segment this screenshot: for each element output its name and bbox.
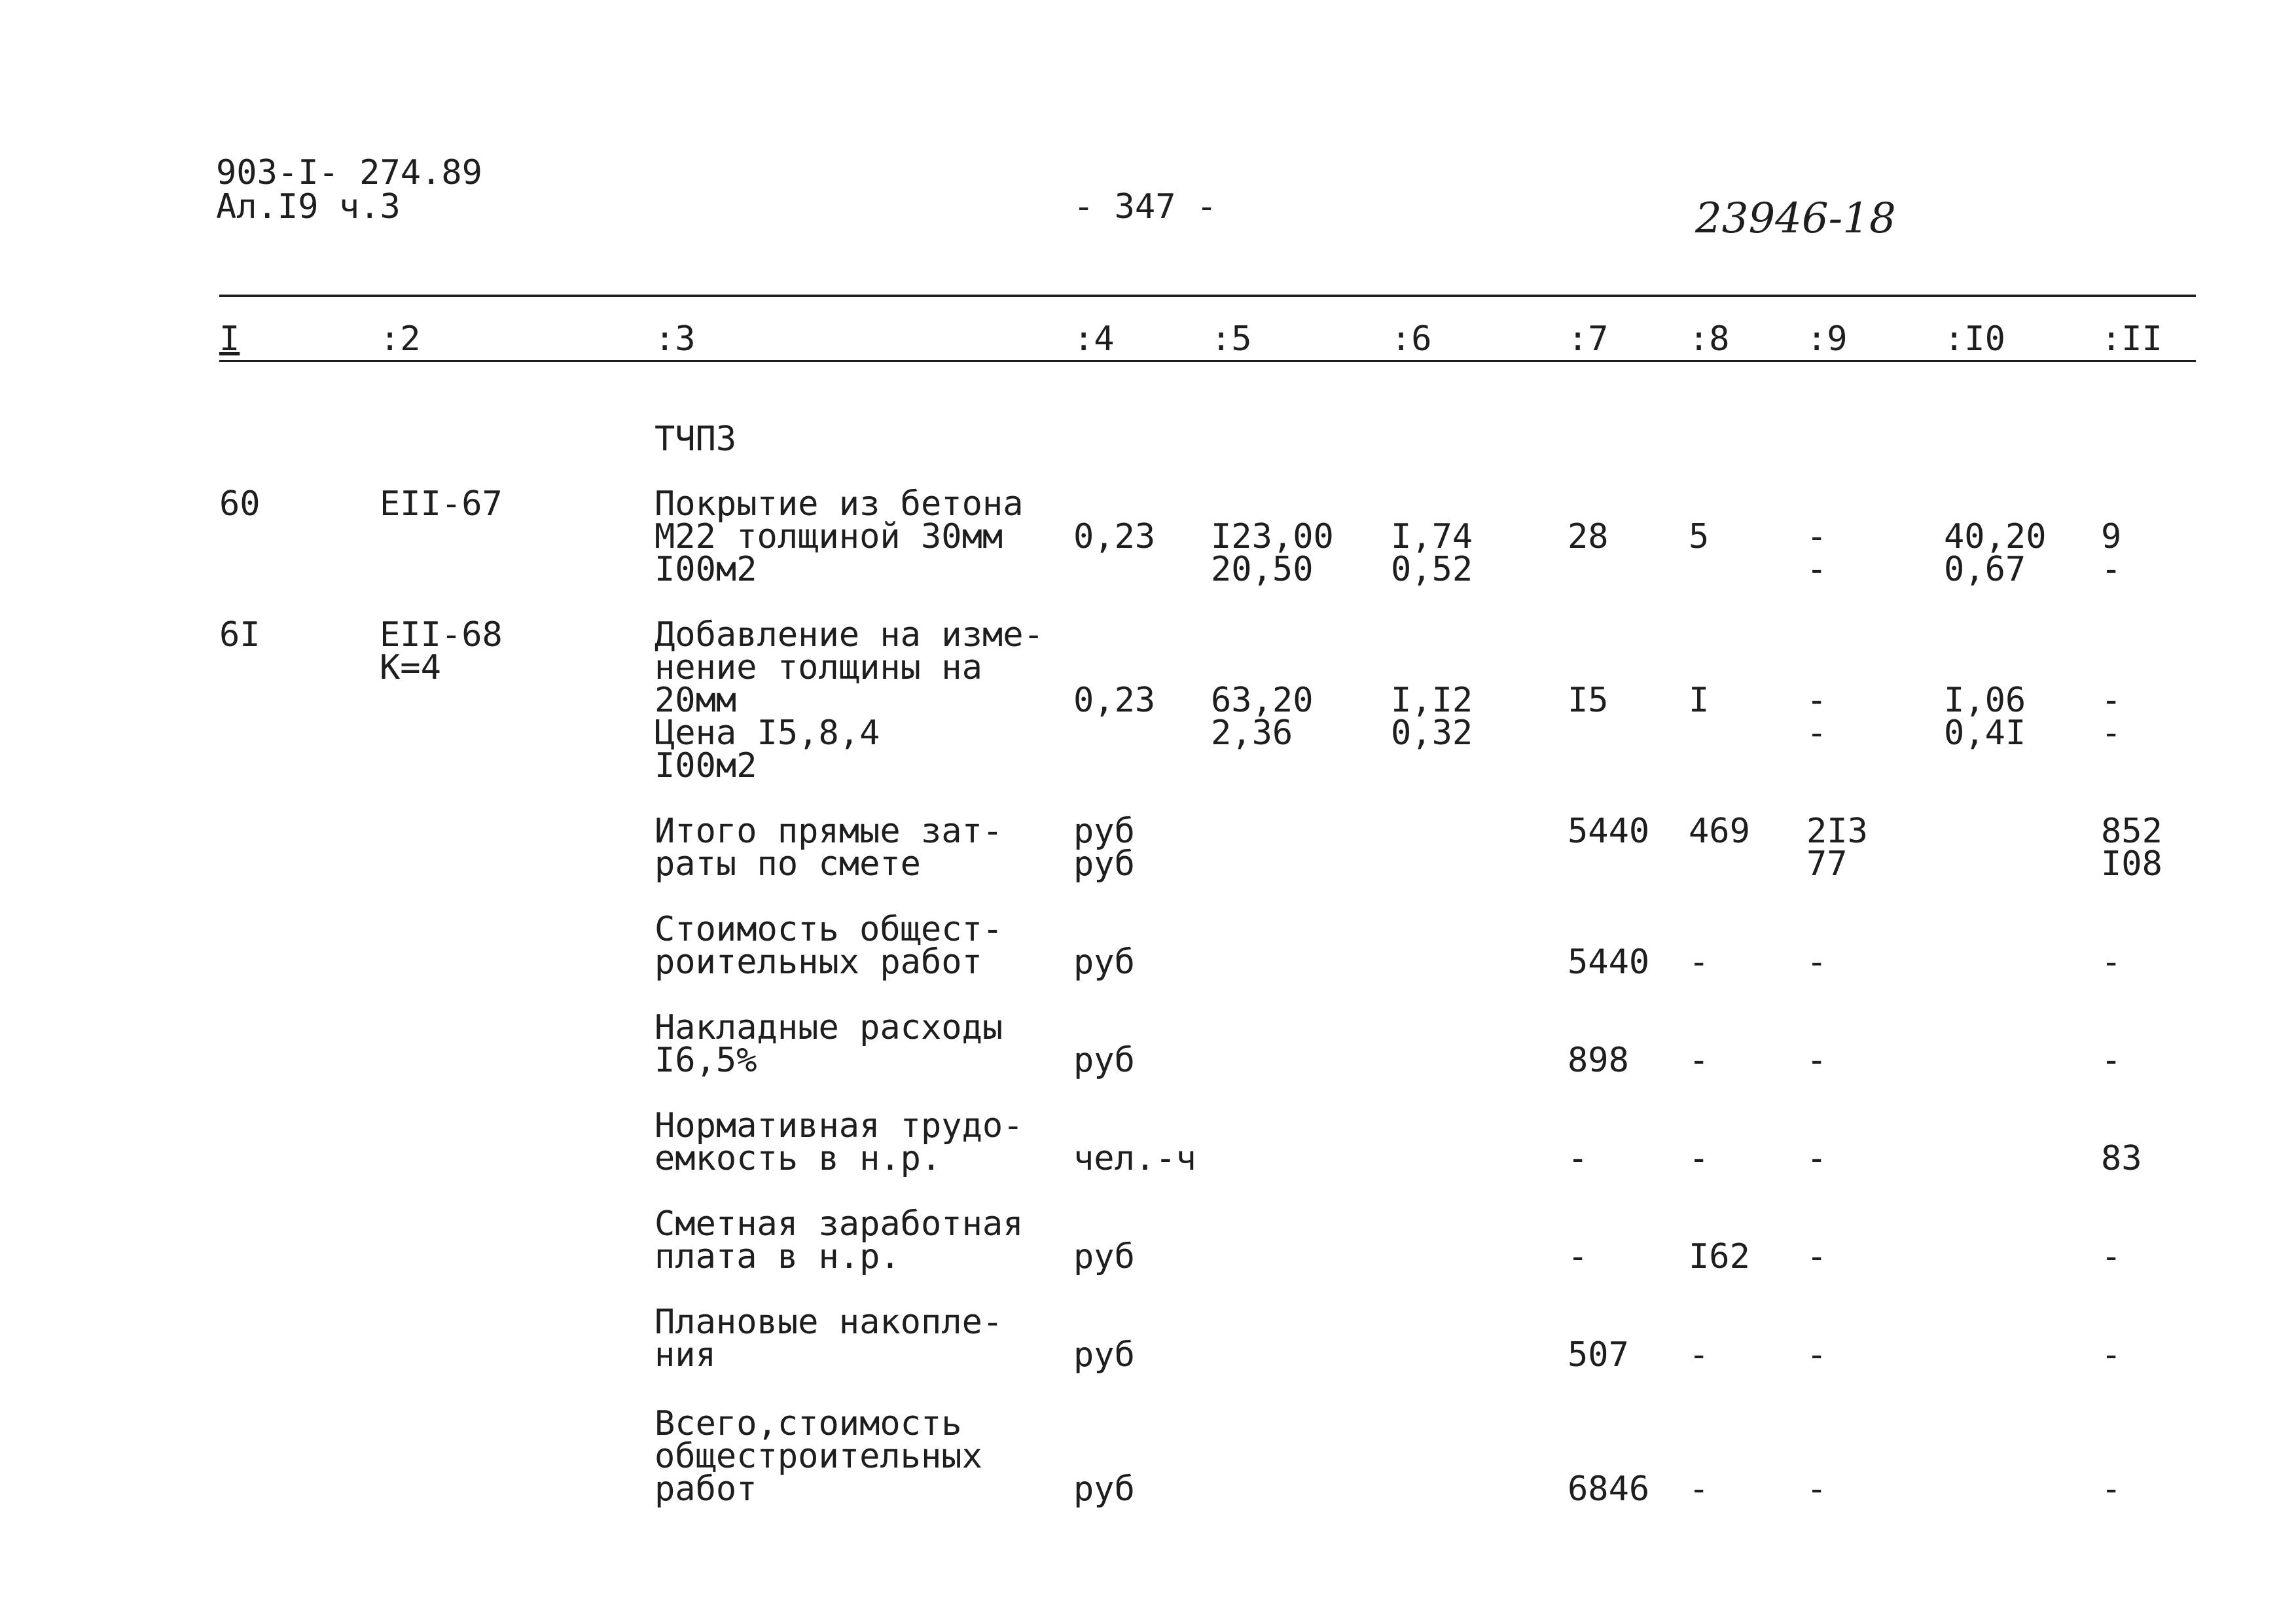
cell-col-9: 2I3 <box>1806 812 1868 851</box>
cell-col-2: ЕII-67 <box>380 484 503 524</box>
column-header-9: :9 <box>1806 319 1848 359</box>
cell-col-7: 898 <box>1568 1041 1629 1080</box>
cell-col-9: - <box>1806 1041 1827 1080</box>
cell-col-2: ЕII-68 <box>380 615 503 655</box>
cell-col-9: - <box>1806 550 1827 589</box>
cell-col-8: I <box>1689 681 1710 720</box>
cell-col-3: нение толщины на <box>655 648 982 687</box>
cell-col-3: раты по смете <box>655 844 921 884</box>
cell-col-4: 0,23 <box>1073 681 1156 720</box>
column-header-4: :4 <box>1073 319 1115 359</box>
cell-col-3: ния <box>655 1335 716 1375</box>
cell-col-3: Накладные расходы <box>655 1008 1003 1047</box>
cell-col-3: Добавление на изме- <box>655 615 1044 655</box>
cell-col-3: 20мм <box>655 681 737 720</box>
section-title: ТЧПЗ <box>655 420 737 459</box>
cell-col-4: руб <box>1073 1041 1135 1080</box>
cell-col-3: Итого прямые зат- <box>655 812 1003 851</box>
column-header-2: :2 <box>380 319 421 359</box>
column-header-11: :II <box>2101 319 2162 359</box>
cell-col-11: 852 <box>2101 812 2162 851</box>
page-number: - 347 - <box>1073 187 1217 226</box>
cell-col-6: I,I2 <box>1391 681 1473 720</box>
cell-col-7: - <box>1568 1139 1588 1178</box>
cell-col-3: Стоимость общест- <box>655 910 1003 949</box>
cell-col-3: Сметная заработная <box>655 1204 1024 1244</box>
cell-col-11: - <box>2101 1470 2122 1509</box>
cell-col-7: 5440 <box>1568 812 1650 851</box>
cell-col-6: I,74 <box>1391 517 1473 556</box>
cell-col-5: 63,20 <box>1211 681 1314 720</box>
cell-col-10: 0,67 <box>1944 550 2026 589</box>
cell-col-6: 0,52 <box>1391 550 1473 589</box>
cell-col-3: плата в н.р. <box>655 1237 901 1276</box>
cell-col-3: общестроительных <box>655 1437 982 1476</box>
cell-col-2: К=4 <box>380 648 441 687</box>
cell-col-10: I,06 <box>1944 681 2026 720</box>
cell-col-3: Нормативная трудо- <box>655 1106 1024 1146</box>
cell-col-4: руб <box>1073 812 1135 851</box>
cell-col-11: 83 <box>2101 1139 2142 1178</box>
cell-col-9: - <box>1806 1470 1827 1509</box>
cell-col-11: I08 <box>2101 844 2162 884</box>
column-header-5: :5 <box>1211 319 1252 359</box>
cell-col-9: - <box>1806 517 1827 556</box>
cell-col-9: - <box>1806 681 1827 720</box>
cell-col-3: Покрытие из бетона <box>655 484 1024 524</box>
cell-col-5: I23,00 <box>1211 517 1334 556</box>
doc-code: 903-I- 274.89 <box>216 153 482 192</box>
cell-col-8: - <box>1689 1139 1710 1178</box>
cell-col-11: 9 <box>2101 517 2122 556</box>
cell-col-4: руб <box>1073 844 1135 884</box>
cell-col-7: 5440 <box>1568 943 1650 982</box>
cell-col-3: I6,5% <box>655 1041 757 1080</box>
cell-col-10: 0,4I <box>1944 713 2026 753</box>
cell-col-9: - <box>1806 1139 1827 1178</box>
cell-col-6: 0,32 <box>1391 713 1473 753</box>
cell-col-11: - <box>2101 1237 2122 1276</box>
cell-col-3: роительных работ <box>655 943 982 982</box>
cell-col-8: - <box>1689 943 1710 982</box>
cell-col-9: 77 <box>1806 844 1848 884</box>
cell-col-9: - <box>1806 1237 1827 1276</box>
cell-col-3: Всего,стоимость <box>655 1404 962 1443</box>
cell-col-8: - <box>1689 1041 1710 1080</box>
cell-col-4: чел.-ч <box>1073 1139 1196 1178</box>
handwritten-number: 23946-18 <box>1695 194 1896 243</box>
cell-col-4: руб <box>1073 943 1135 982</box>
cell-col-3: I00м2 <box>655 550 757 589</box>
cell-col-9: - <box>1806 1335 1827 1375</box>
cell-col-5: 20,50 <box>1211 550 1314 589</box>
cell-col-5: 2,36 <box>1211 713 1293 753</box>
column-header-10: :I0 <box>1944 319 2005 359</box>
column-header-8: :8 <box>1689 319 1730 359</box>
cell-col-7: 28 <box>1568 517 1609 556</box>
cell-col-11: - <box>2101 550 2122 589</box>
cell-col-7: 6846 <box>1568 1470 1650 1509</box>
cell-col-3: М22 толщиной 30мм <box>655 517 1003 556</box>
cell-col-3: емкость в н.р. <box>655 1139 942 1178</box>
cell-col-11: - <box>2101 1335 2122 1375</box>
cell-col-10: 40,20 <box>1944 517 2047 556</box>
cell-col-8: I62 <box>1689 1237 1750 1276</box>
cell-col-11: - <box>2101 681 2122 720</box>
cell-col-7: I5 <box>1568 681 1609 720</box>
cell-col-1: 6I <box>219 615 260 655</box>
cell-col-8: - <box>1689 1335 1710 1375</box>
cell-col-8: - <box>1689 1470 1710 1509</box>
cell-col-4: руб <box>1073 1470 1135 1509</box>
column-header-3: :3 <box>655 319 696 359</box>
cell-col-3: Цена I5,8,4 <box>655 713 880 753</box>
column-header-1: I <box>219 319 240 359</box>
column-header-7: :7 <box>1568 319 1609 359</box>
cell-col-8: 5 <box>1689 517 1710 556</box>
cell-col-11: - <box>2101 943 2122 982</box>
cell-col-4: 0,23 <box>1073 517 1156 556</box>
cell-col-9: - <box>1806 943 1827 982</box>
cell-col-3: I00м2 <box>655 746 757 785</box>
cell-col-7: - <box>1568 1237 1588 1276</box>
header-top-rule <box>219 295 2196 297</box>
cell-col-1: 60 <box>219 484 260 524</box>
cell-col-11: - <box>2101 1041 2122 1080</box>
column-header-6: :6 <box>1391 319 1432 359</box>
cell-col-8: 469 <box>1689 812 1750 851</box>
cell-col-3: работ <box>655 1470 757 1509</box>
cell-col-9: - <box>1806 713 1827 753</box>
cell-col-4: руб <box>1073 1237 1135 1276</box>
cell-col-11: - <box>2101 713 2122 753</box>
cell-col-4: руб <box>1073 1335 1135 1375</box>
header-bottom-rule <box>219 360 2196 362</box>
cell-col-7: 507 <box>1568 1335 1629 1375</box>
album-label: Ал.I9 ч.3 <box>216 187 401 226</box>
cell-col-3: Плановые накопле- <box>655 1303 1003 1342</box>
